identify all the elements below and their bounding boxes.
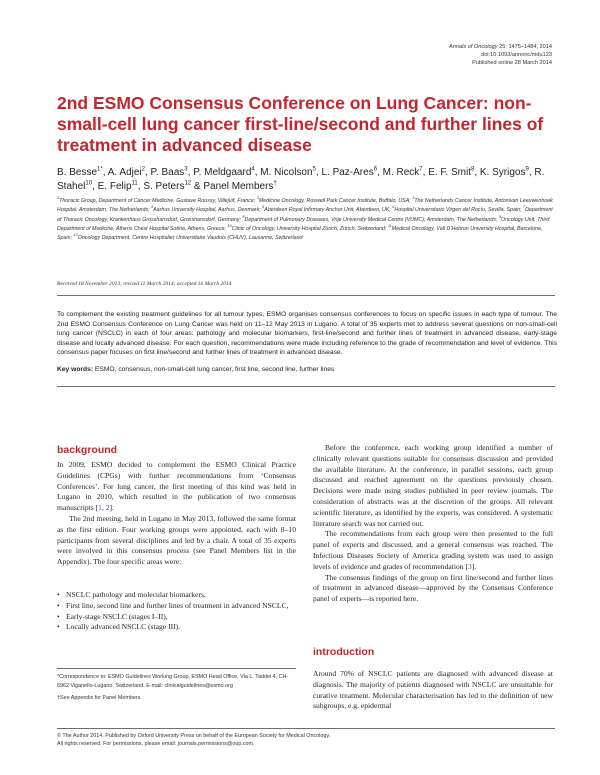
bullet-icon: • — [57, 590, 60, 599]
background-paragraph-2: The 2nd meeting, held in Lugano in May 2013, followed the same format as the first edition. Four working groups were appointed, each with 8–10 participants from several disciplines and led by a chair. A total of 35 experts were involved in this consensus process (see Panel Members list in the Appendix). The four specific areas were: — [57, 513, 296, 567]
background-heading: background — [57, 444, 118, 456]
affiliation-text: Thoracic Group, Department of Cancer Medicine, Gustave Roussy, Villejuif, France; — [59, 198, 257, 204]
abstract: To complement the existing treatment guidelines for all tumour types, ESMO organises consensus conferences to focus on specific issues in each type of tumour. The 2nd ESMO Consensus Conference on Lung Cancer was held on 11–12 May 2013 in Lugano. A total of 35 experts met to address several questions on non-small-cell lung cancer (NSCLC) in each of four areas: pathology and molecular biomarkers, first-line/second and further lines of treatment in advanced disease, early-stage disease and locally advanced disease. For each question, recommendations were made including reference to the grade of recommendation and level of evidence. This consensus paper focuses on first line/second and further lines of treatment in advanced disease. — [57, 311, 557, 357]
affiliation-text: Aberdeen Royal Infirmary Anchor Unit, Aberdeen, UK; — [264, 207, 393, 214]
author-name: L. Paz-Ares — [321, 167, 374, 178]
right-paragraph-3: The consensus findings of the group on first line/second and further lines of treatment in advanced disease—approved by the Consensus Conference panel of experts—is reported here. — [313, 572, 553, 604]
copyright-line-2: All rights reserved. For permissions, please email: journals.permissions@oup.com. — [57, 740, 255, 747]
affiliation-text: Aarhus University Hospital, Aarhus, Denmark; — [153, 207, 263, 214]
author-name: E. Felip — [97, 181, 132, 192]
list-item-text: Locally advanced NSCLC (stage III). — [66, 622, 181, 632]
copyright-footer — [57, 733, 557, 748]
author-affiliation-marker: 9 — [525, 166, 529, 173]
author-name: B. Besse — [57, 167, 98, 178]
list-item-text: Early-stage NSCLC (stages I–II), — [66, 611, 168, 621]
author-affiliation-marker: 5 — [312, 166, 316, 173]
bullet-icon: • — [57, 600, 60, 610]
affiliation-marker: 12 — [73, 233, 78, 238]
list-item-text: First line, second line and further lines of treatment in advanced NSCLC, — [66, 600, 289, 610]
panel-members-link[interactable]: Panel Members — [203, 181, 274, 192]
background-body — [57, 460, 296, 568]
bullet-icon: • — [57, 611, 60, 621]
ref-2-link[interactable]: 2 — [105, 503, 110, 513]
author-affiliation-marker: 6 — [373, 166, 378, 173]
introduction-heading: introduction — [313, 646, 375, 658]
affiliation-text: Medicine Oncology, Roswell Park Cancer Institute, Buffalo, USA; — [258, 198, 413, 204]
divider-top — [57, 295, 555, 296]
author-affiliation-marker: 8 — [470, 166, 475, 173]
affiliation-text: Oncology Unit, Third Department of Medicine, Athens Chest Hospital Sotiria, Athens, Greece; — [57, 216, 550, 232]
author-name: M. Reck — [382, 167, 420, 178]
ref-1-link[interactable]: 1 — [98, 503, 102, 513]
right-paragraph-1: Before the conference, each working group identified a number of clinically relevant questions suitable for consensus discussion and provided the available literature. At the conference, in parallel sessions, each group discussed and reached agreement on the questions previously chosen. Decisions were made using studies published in peer review journals. The consideration of abstracts was at the discretion of the groups. All relevant scientific literature, as identified by the experts, was considered. A systematic literature search was not carried out. — [313, 443, 553, 528]
right-column-body — [313, 443, 553, 605]
author-list: B. Besse$^{1*}$, A. Adjei$^2$, P. Baas$^3$, P. Meldgaard$^4$, M. Nicolson$^5$, L. Paz-Ares$^6$, M. Reck$^7$, E. F. Smit$^8$, K. Syrigos$^9$, R. Stahel$^{10}$, E. Felip$^{11}$, S. Peters$^{12}$ & Panel Members† — [57, 166, 545, 192]
list-item — [57, 601, 296, 612]
keywords-text: ESMO, consensus, non-small-cell lung cancer, first line, second line, further lines — [93, 366, 335, 373]
area-list — [57, 590, 296, 633]
ref-3-link[interactable]: 3 — [467, 561, 472, 571]
journal-header — [449, 43, 552, 67]
article-title: 2nd ESMO Consensus Conference on Lung Cancer: non-small-cell lung cancer first-line/second and further lines of treatment in advanced disease — [57, 93, 544, 155]
introduction-body — [313, 669, 553, 712]
journal-doi: doi:10.1093/annonc/mdu123 — [481, 52, 552, 58]
affiliation-text: The Netherlands Cancer Institute, Antonivan Leeuwenhoek Hospital, Amsterdam, The Netherlands; — [57, 198, 553, 214]
affiliation-text: Medical Oncology, Vall D'Hebron University Hospital, Barcelona, Spain; — [57, 225, 543, 242]
author-affiliation-marker: 7 — [419, 166, 423, 173]
journal-citation: 25: 1475–1484, 2014 — [497, 44, 552, 50]
list-item — [57, 622, 296, 633]
panel-members-marker: † — [273, 180, 277, 187]
author-name: E. F. Smit — [428, 167, 471, 178]
divider-footer — [57, 728, 555, 729]
author-name: K. Syrigos — [479, 167, 526, 178]
footnotes — [57, 673, 296, 703]
author-affiliation-marker: 11 — [131, 180, 138, 187]
author-affiliation-marker: 1* — [97, 166, 103, 173]
author-name: R. Stahel — [57, 167, 545, 192]
author-name: P. Meldgaard — [193, 167, 252, 178]
bullet-icon: • — [57, 622, 60, 632]
affiliation-text: Department of Thoracic Oncology, Krankenhaus Grosshansdorf, Grosshansdorf, Germany; — [57, 207, 553, 223]
author-affiliation-marker: 2 — [141, 166, 145, 173]
affiliation-marker: 2 — [256, 196, 259, 201]
affiliation-marker: 7 — [522, 205, 526, 210]
keywords-label: Key words: — [57, 366, 94, 373]
right-paragraph-2: The recommendations from each group were then presented to the full panel of experts and discussed, and a general consensus was reached. The Infectious Diseases Society of America grading system was used to assign levels of evidence and grades of recommendation [3]. — [313, 529, 553, 571]
author-name: M. Nicolson — [260, 167, 313, 178]
author-affiliation-marker: 10 — [85, 180, 93, 187]
journal-name: Annals of Oncology — [449, 44, 498, 50]
list-item-text: NSCLC pathology and molecular biomarkers, — [66, 590, 206, 599]
affiliation-marker: 11 — [387, 224, 392, 229]
affiliation-marker: 1 — [57, 196, 60, 201]
list-item — [57, 612, 296, 623]
author-affiliation-marker: 3 — [184, 166, 188, 173]
author-name: A. Adjei — [107, 167, 142, 178]
affiliation-marker: 8 — [242, 214, 245, 219]
received-dates: Received 18 November 2013; revised 11 March 2014; accepted 16 March 2014 — [57, 281, 232, 287]
affiliation-marker: 10 — [227, 224, 232, 229]
panel-note: †See Appendix for Panel Members. — [57, 695, 142, 701]
divider-abstract — [57, 386, 555, 387]
affiliations — [57, 197, 557, 243]
correspondence-note: *Correspondence to: ESMO Guidelines Working Group, ESMO Head Office, Via L. Taddei 4, CH-6962 Viganello-Lugano, Switzerland. E-mail: clinicalguidelines@esmo.org — [57, 674, 289, 689]
author-name: P. Baas — [150, 167, 185, 178]
affiliation-text: Oncology Department, Centre Hospitalier Universitaire Vaudois (CHUV), Lausanne, Switzerland — [77, 235, 303, 242]
affiliation-marker: 5 — [262, 205, 265, 210]
author-joiner: & — [191, 181, 204, 192]
keywords — [57, 365, 557, 375]
author-name: S. Peters — [143, 181, 185, 192]
background-paragraph-1: In 2009, ESMO decided to complement the ESMO Clinical Practice Guidelines (CPGs) with further recommendations from ‘Consensus Conferences’. For lung cancer, the first meeting of this kind was held in Lugano in 2010, which resulted in the publication of two consensus manuscripts [1, 2]. — [57, 460, 296, 513]
divider-footnote — [57, 668, 296, 669]
author-affiliation-marker: 4 — [251, 166, 255, 173]
affiliation-text: Hospital Universitario Virgen del Rocío, Sevilla, Spain; — [394, 207, 523, 214]
journal-published-date: Published online 28 March 2014 — [472, 60, 552, 66]
copyright-line-1: © The Author 2014. Published by Oxford University Press on behalf of the European Society for Medical Oncology. — [57, 733, 331, 739]
list-item — [57, 590, 296, 601]
affiliation-marker: 4 — [151, 205, 154, 210]
introduction-paragraph-1: Around 70% of NSCLC patients are diagnosed with advanced disease at diagnosis. The majority of patients diagnosed with NSCLC are unsuitable for curative treatment. Molecular characterisation has led to the definition of new subgroups, e.g. epidermal — [313, 669, 553, 711]
affiliation-marker: 9 — [498, 214, 501, 219]
affiliation-text: Department of Pulmonary Diseases, Vrije University Medical Centre (VUMC), Amsterdam, The Netherlands; — [244, 216, 499, 223]
affiliation-marker: 6 — [392, 205, 395, 210]
affiliation-marker: 3 — [412, 196, 415, 201]
affiliation-text: Clinic of Oncology, University Hospital Zürich, Zürich, Switzerland; — [231, 225, 388, 232]
author-affiliation-marker: 12 — [184, 180, 192, 187]
